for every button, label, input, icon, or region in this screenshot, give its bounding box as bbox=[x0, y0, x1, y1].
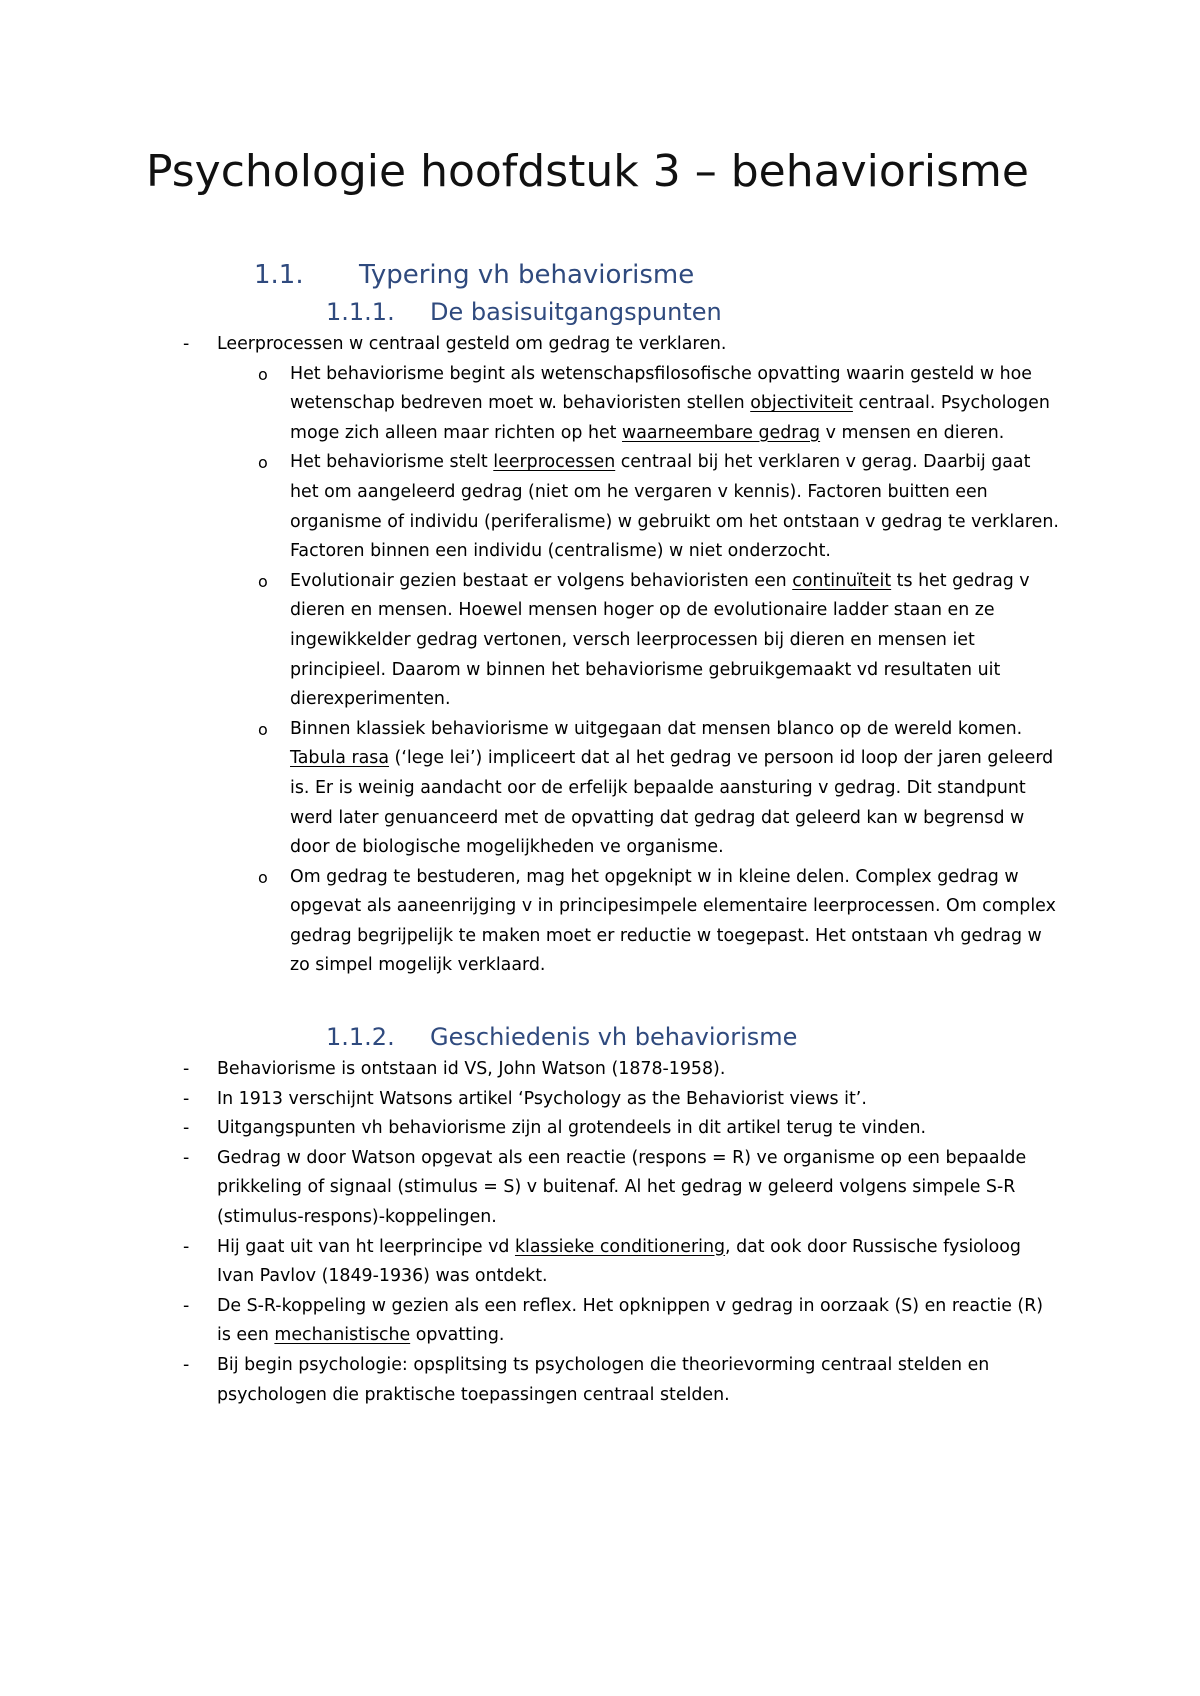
text-run: centraal. Psychologen moge zich alleen maar richten op het bbox=[290, 393, 1050, 443]
underlined-term: mechanistische bbox=[274, 1325, 411, 1346]
underlined-term: objectiviteit bbox=[750, 393, 853, 414]
dash-marker: - bbox=[183, 1118, 190, 1139]
circle-marker: o bbox=[258, 719, 268, 739]
dash-marker: - bbox=[183, 1236, 190, 1257]
circle-marker: o bbox=[258, 453, 268, 473]
text-run: Om gedrag te bestuderen, mag het opgeknipt w in kleine delen. Complex gedrag w opgevat als aaneenrijging v in principesimpele elementaire leerprocessen. Om complex gedrag begrijpelijk te maken moet er reductie w toegepast. Het ontstaan vh gedrag w zo simpel mogelijk verklaard. bbox=[290, 866, 1056, 976]
sub-list-item bbox=[217, 715, 1060, 863]
heading-1-1-2-text: Geschiedenis vh behaviorisme bbox=[430, 1023, 798, 1051]
dash-marker: - bbox=[183, 1088, 190, 1109]
list-item bbox=[0, 1114, 1200, 1144]
list-item bbox=[0, 1085, 1200, 1115]
list-item bbox=[0, 1144, 1200, 1233]
heading-1-1-2 bbox=[326, 1021, 797, 1053]
basisuitgangspunten-list bbox=[0, 330, 1200, 981]
list-item-text: Uitgangspunten vh behaviorisme zijn al grotendeels in dit artikel terug te vinden. bbox=[217, 1118, 927, 1139]
text-run: (‘lege lei’) impliceert dat al het gedrag ve persoon id loop der jaren geleerd is. Er is weinig aandacht oor de erfelijk bepaalde aansturing v gedrag. Dit standpunt werd later genuanceerd met de opvatting dat gedrag dat geleerd kan w begrensd w door de biologische mogelijkheden ve organisme. bbox=[290, 748, 1054, 858]
sub-list-item bbox=[217, 567, 1060, 715]
text-run: Evolutionair gezien bestaat er volgens behavioristen een bbox=[290, 570, 793, 591]
heading-1-1-2-number: 1.1.2. bbox=[326, 1023, 395, 1051]
text-run: , dat ook door Russische fysioloog Ivan Pavlov (1849-1936) was ontdekt. bbox=[217, 1236, 1021, 1287]
list-item bbox=[0, 1055, 1200, 1085]
heading-1-1-1-text: De basisuitgangspunten bbox=[430, 298, 722, 326]
geschiedenis-list bbox=[0, 1055, 1200, 1410]
dash-marker: - bbox=[183, 1059, 190, 1079]
text-run: De S-R-koppeling w gezien als een reflex. Het opknippen v gedrag in oorzaak (S) en reactie (R) is een bbox=[217, 1295, 1044, 1346]
dash-marker: - bbox=[183, 334, 190, 354]
list-item bbox=[0, 1351, 1200, 1410]
text-run: Binnen klassiek behaviorisme w uitgegaan dat mensen blanco op de wereld komen. bbox=[290, 718, 1023, 739]
heading-1-1-1 bbox=[326, 296, 722, 328]
list-item-text: In 1913 verschijnt Watsons artikel ‘Psychology as the Behaviorist views it’. bbox=[217, 1088, 867, 1109]
heading-1-1-number: 1.1. bbox=[254, 260, 304, 290]
sub-list-item bbox=[217, 448, 1060, 566]
sub-list-item bbox=[217, 863, 1060, 981]
list-item bbox=[0, 1233, 1200, 1292]
text-run: ts het gedrag v dieren en mensen. Hoewel mensen hoger op de evolutionaire ladder staan en ze ingewikkelder gedrag vertonen, versch leerprocessen bij dieren en mensen iet principieel. Daarom w binnen het behaviorisme gebruikgemaakt vd resultaten uit dierexperimenten. bbox=[290, 570, 1030, 710]
circle-marker: o bbox=[258, 867, 268, 887]
text-run: centraal bij het verklaren v gerag. Daarbij gaat het om aangeleerd gedrag (niet om he vergaren v kennis). Factoren buitten een organisme of individu (periferalisme) w gebruikt om het ontstaan v gedrag te verklaren. Factoren binnen een individu (centralisme) w niet onderzocht. bbox=[290, 452, 1059, 562]
underlined-term: waarneembare gedrag bbox=[622, 422, 821, 443]
heading-1-1-text: Typering vh behaviorisme bbox=[359, 260, 695, 290]
dash-marker: - bbox=[183, 1147, 190, 1168]
sub-list bbox=[217, 360, 1060, 981]
text-run: opvatting. bbox=[410, 1325, 505, 1346]
dash-marker: - bbox=[183, 1354, 190, 1375]
underlined-term: continuïteit bbox=[792, 570, 892, 591]
heading-1-1 bbox=[254, 258, 694, 292]
circle-marker: o bbox=[258, 364, 268, 384]
document-title: Psychologie hoofdstuk 3 – behaviorisme bbox=[146, 146, 1029, 197]
list-item-text: Gedrag w door Watson opgevat als een reactie (respons = R) ve organisme op een bepaalde prikkeling of signaal (stimulus = S) v buitenaf. Al het gedrag w geleerd volgens simpele S-R (stimulus-respons)-koppelingen. bbox=[217, 1147, 1027, 1227]
list-item bbox=[0, 1292, 1200, 1351]
text-run: Hij gaat uit van ht leerprincipe vd bbox=[217, 1236, 515, 1257]
underlined-term: Tabula rasa bbox=[290, 748, 390, 769]
circle-marker: o bbox=[258, 571, 268, 591]
list-item bbox=[0, 330, 1200, 981]
heading-1-1-1-number: 1.1.1. bbox=[326, 298, 395, 326]
dash-marker: - bbox=[183, 1295, 190, 1316]
text-run: Het behaviorisme begint als wetenschapsfilosofische opvatting waarin gesteld w hoe wetenschap bedreven moet w. behavioristen stellen bbox=[290, 363, 1032, 414]
sub-list-item bbox=[217, 360, 1060, 449]
text-run: v mensen en dieren. bbox=[820, 422, 1005, 443]
underlined-term: klassieke conditionering bbox=[514, 1236, 726, 1257]
list-item-text: Behaviorisme is ontstaan id VS, John Watson (1878-1958). bbox=[217, 1059, 726, 1079]
list-item-text: Leerprocessen w centraal gesteld om gedrag te verklaren. bbox=[217, 334, 727, 354]
list-item-text: Bij begin psychologie: opsplitsing ts psychologen die theorievorming centraal stelden en psychologen die praktische toepassingen centraal stelden. bbox=[217, 1354, 990, 1405]
text-run: Het behaviorisme stelt bbox=[290, 452, 494, 473]
underlined-term: leerprocessen bbox=[493, 452, 616, 473]
